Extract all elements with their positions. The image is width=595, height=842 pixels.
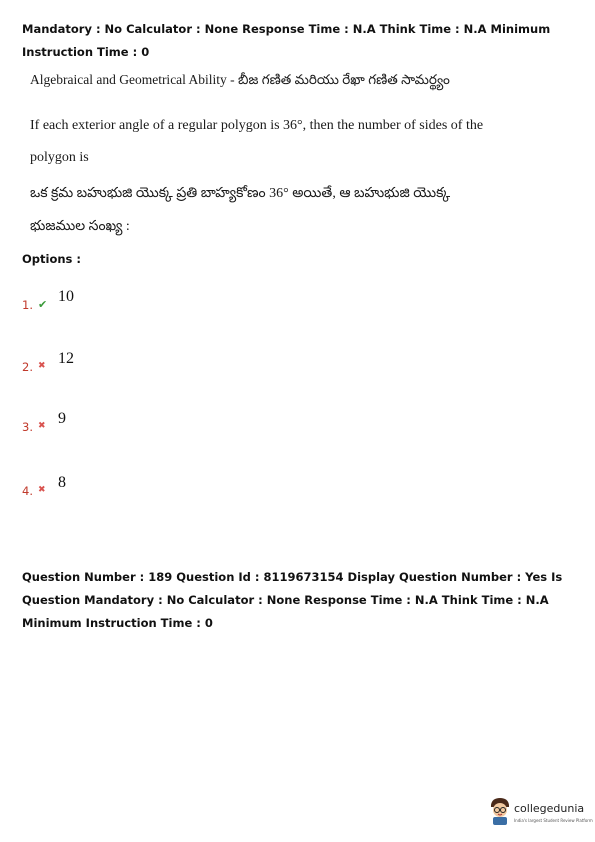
option-4 [22, 474, 222, 498]
question-text-english-line1: If each exterior angle of a regular polygon is 36°, then the number of sides of the [30, 118, 484, 133]
cross-icon: ✖ [38, 485, 46, 495]
question-text-telugu-line1: ఒక క్రమ బహుభుజి యొక్క ప్రతి బాహ్యకోణం 36° అయితే, ఆ బహుభుజి యొక్క [30, 186, 451, 201]
option-2 [22, 350, 222, 374]
question-subject: Algebraical and Geometrical Ability - బీజ గణిత మరియు రేఖా గణిత సామర్థ్యం [30, 72, 450, 87]
logo-text: collegedunia [514, 802, 585, 815]
option-number: 4. [22, 484, 33, 498]
option-number: 1. [22, 298, 33, 312]
collegedunia-logo [488, 796, 593, 830]
question-meta-header: Mandatory : No Calculator : None Response Time : N.A Think Time : N.A Minimum Instruction Time : 0 [22, 22, 551, 59]
options-label: Options : [22, 252, 81, 266]
question-text-english-line2: polygon is [30, 150, 89, 165]
option-value: 12 [58, 350, 74, 367]
option-1 [22, 288, 222, 312]
mascot-icon [488, 796, 512, 826]
option-number: 3. [22, 420, 33, 434]
next-question-meta: Question Number : 189 Question Id : 8119673154 Display Question Number : Yes Is Question Mandatory : No Calculator : None Response Time : N.A Think Time : N.A Minimum Instruction Time : 0 [22, 570, 563, 630]
option-3 [22, 410, 222, 434]
cross-icon: ✖ [38, 421, 46, 431]
option-value: 8 [58, 474, 66, 491]
check-icon: ✔ [38, 298, 48, 311]
option-value: 9 [58, 410, 66, 427]
question-text-telugu-line2: భుజముల సంఖ్య : [30, 219, 130, 234]
option-number: 2. [22, 360, 33, 374]
option-value: 10 [58, 288, 74, 305]
cross-icon: ✖ [38, 361, 46, 371]
logo-tagline: India's largest Student Review Platform [514, 818, 593, 823]
